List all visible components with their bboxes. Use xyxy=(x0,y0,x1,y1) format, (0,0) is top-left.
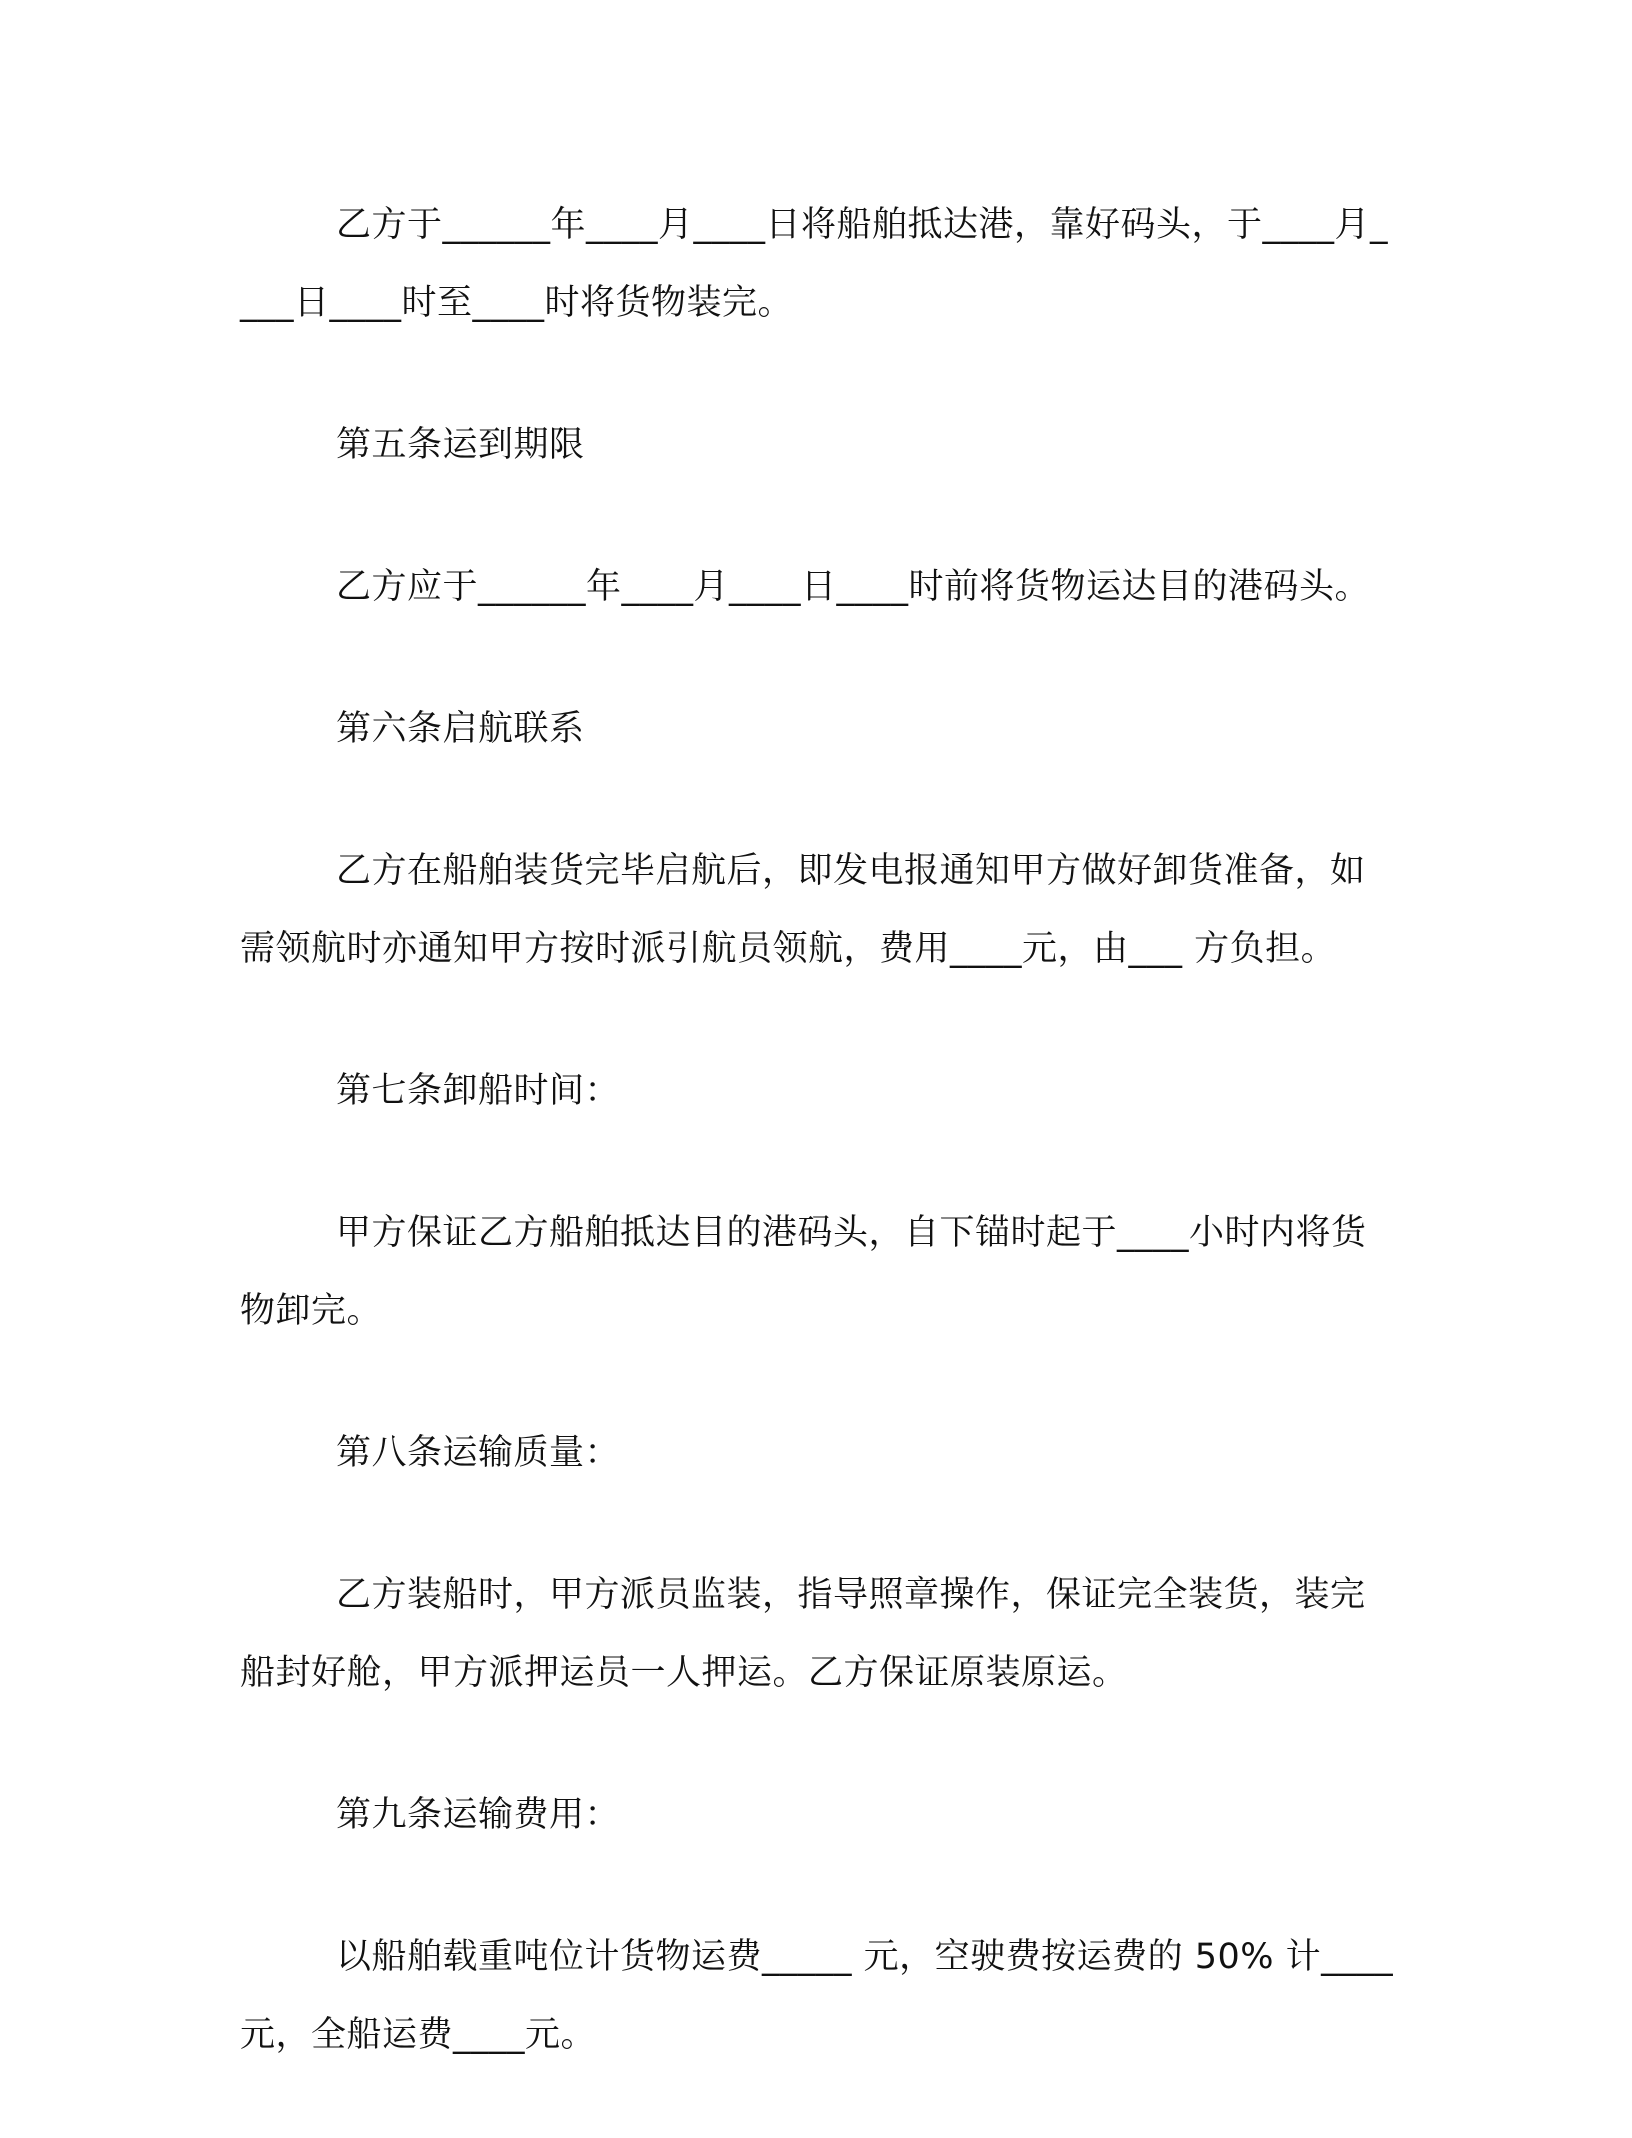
paragraph-transport-quality: 乙方装船时，甲方派员监装，指导照章操作，保证完全装货，装完船封好舱，甲方派押运员一人押运。乙方保证原装原运。 xyxy=(240,1575,1366,1693)
paragraph-loading-time: 乙方于______年____月____日将船舶抵达港，靠好码头，于____月____日____时至____时将货物装完。 xyxy=(240,205,1389,323)
heading-article-9: 第九条运输费用： xyxy=(336,1795,621,1835)
paragraph-delivery-deadline: 乙方应于______年____月____日____时前将货物运达目的港码头。 xyxy=(336,567,1371,607)
paragraph-transport-fees: 以船舶载重吨位计货物运费_____ 元，空驶费按运费的 50% 计____元，全船运费____元。 xyxy=(240,1937,1394,2055)
heading-article-8: 第八条运输质量： xyxy=(336,1433,621,1473)
paragraph-unloading-time: 甲方保证乙方船舶抵达目的港码头，自下锚时起于____小时内将货物卸完。 xyxy=(240,1213,1367,1331)
paragraph-departure-notice: 乙方在船舶装货完毕启航后，即发电报通知甲方做好卸货准备，如需领航时亦通知甲方按时派引航员领航，费用____元，由___ 方负担。 xyxy=(240,851,1366,969)
heading-article-6: 第六条启航联系 xyxy=(336,709,585,749)
heading-article-5: 第五条运到期限 xyxy=(336,425,585,465)
heading-article-7: 第七条卸船时间： xyxy=(336,1071,621,1111)
document-body xyxy=(240,186,1400,2138)
